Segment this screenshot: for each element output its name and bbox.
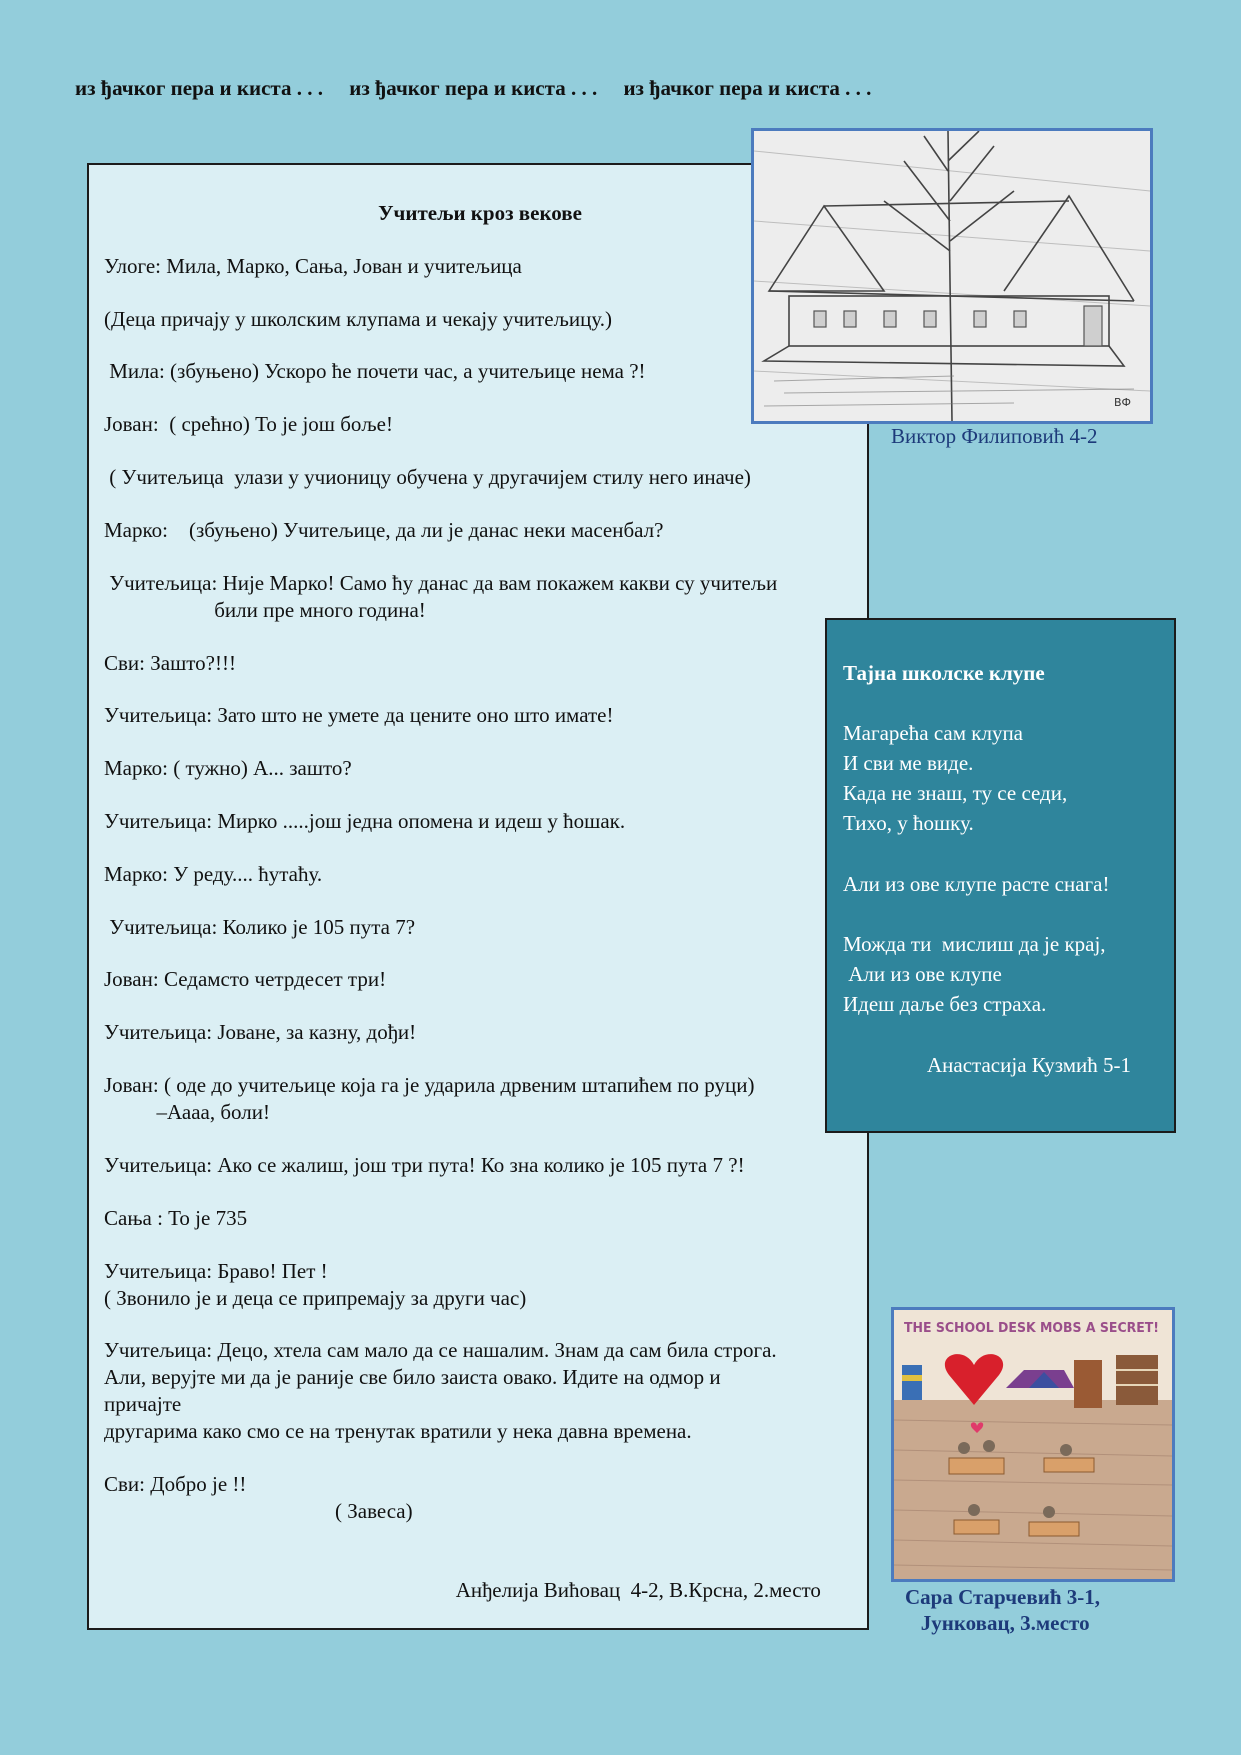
play-title: Учитељи кроз векове — [378, 201, 582, 225]
play-line: Улоге: Мила, Марко, Сања, Јован и учитељица — [104, 254, 522, 278]
school-caption-line: Сара Старчевић 3-1, — [905, 1585, 1100, 1609]
play-line: Учитељица: Мирко .....још једна опомена и идеш у ћошак. — [104, 809, 626, 833]
poem-line: Идеш даље без страха. — [843, 992, 1047, 1016]
poem-line: Када не знаш, ту се седи, — [843, 781, 1068, 805]
poem-title: Тајна школске клупе — [843, 661, 1045, 685]
play-line: ( Звонило је и деца се припремају за други час) — [104, 1286, 527, 1310]
house-drawing-image — [751, 128, 1153, 424]
play-line: Јован: ( оде до учитељице која га је ударила дрвеним штапићем по руци) — [104, 1073, 755, 1097]
play-line: Марко: У реду.... ћутаћу. — [104, 862, 323, 886]
school-caption-line: Јунковац, 3.место — [905, 1611, 1090, 1635]
school-drawing-caption — [905, 1584, 1100, 1636]
poem-line: Тихо, у ћошку. — [843, 811, 974, 835]
play-line: Мила: (збуњено) Ускоро ће почети час, а учитељице нема ?! — [104, 359, 646, 383]
play-line: Учитељица: Браво! Пет ! — [104, 1259, 328, 1283]
play-line: Сви: Добро је !! — [104, 1472, 247, 1496]
play-line: Али, верујте ми да је раније све било заиста овако. Идите на одмор и — [104, 1365, 721, 1389]
play-line: –Аааа, боли! — [104, 1100, 270, 1124]
poem-line: Али из ове клупе — [843, 962, 1002, 986]
play-line: другарима како смо се на тренутак вратили у нека давна времена. — [104, 1419, 692, 1443]
play-line: били пре много година! — [104, 598, 426, 622]
play-line: Јован: Седамсто четрдесет три! — [104, 967, 387, 991]
poem-author: Анастасија Кузмић 5-1 — [843, 1053, 1131, 1077]
school-drawing-text: THE SCHOOL DESK MOBS A SECRET! — [904, 1321, 1159, 1336]
poem-textbox — [825, 618, 1176, 1133]
play-line: Марко: ( тужно) А... зашто? — [104, 756, 352, 780]
page-header: из ђачког пера и киста . . . из ђачког пера и киста . . . из ђачког пера и киста . . . — [75, 76, 872, 100]
play-line: Сви: Зашто?!!! — [104, 651, 236, 675]
play-line: Учитељица: Зато што не умете да цените оно што имате! — [104, 703, 614, 727]
play-line: причајте — [104, 1392, 182, 1416]
play-line: (Деца причају у школским клупама и чекају учитељицу.) — [104, 307, 613, 331]
play-line: ( Завеса) — [104, 1499, 413, 1523]
play-line: ( Учитељица улази у учионицу обучена у другачијем стилу него иначе) — [104, 465, 751, 489]
play-author: Анђелија Вићовац 4-2, В.Крсна, 2.место — [104, 1578, 821, 1602]
poem-line: Можда ти мислиш да је крај, — [843, 932, 1106, 956]
school-desk-drawing-image — [891, 1307, 1175, 1582]
play-line: Учитељица: Није Марко! Само ћу данас да вам покажем какви су учитељи — [104, 571, 778, 595]
play-line: Марко: (збуњено) Учитељице, да ли је данас неки масенбал? — [104, 518, 664, 542]
poem-line: Магарећа сам клупа — [843, 721, 1023, 745]
play-line: Учитељица: Децо, хтела сам мало да се нашалим. Знам да сам била строга. — [104, 1338, 777, 1362]
poem-line: Али из ове клупе расте снага! — [843, 872, 1110, 896]
house-drawing-caption: Виктор Филиповић 4-2 — [891, 424, 1098, 448]
play-line: Јован: ( срећно) То је још боље! — [104, 412, 393, 436]
poem-line: И сви ме виде. — [843, 751, 974, 775]
play-line: Учитељица: Колико је 105 пута 7? — [104, 915, 416, 939]
house-signature: ВФ — [1114, 396, 1132, 409]
play-line: Учитељица: Ако се жалиш, још три пута! Ко зна колико је 105 пута 7 ?! — [104, 1153, 745, 1177]
play-line: Сања : То је 735 — [104, 1206, 248, 1230]
play-line: Учитељица: Јоване, за казну, дођи! — [104, 1020, 417, 1044]
